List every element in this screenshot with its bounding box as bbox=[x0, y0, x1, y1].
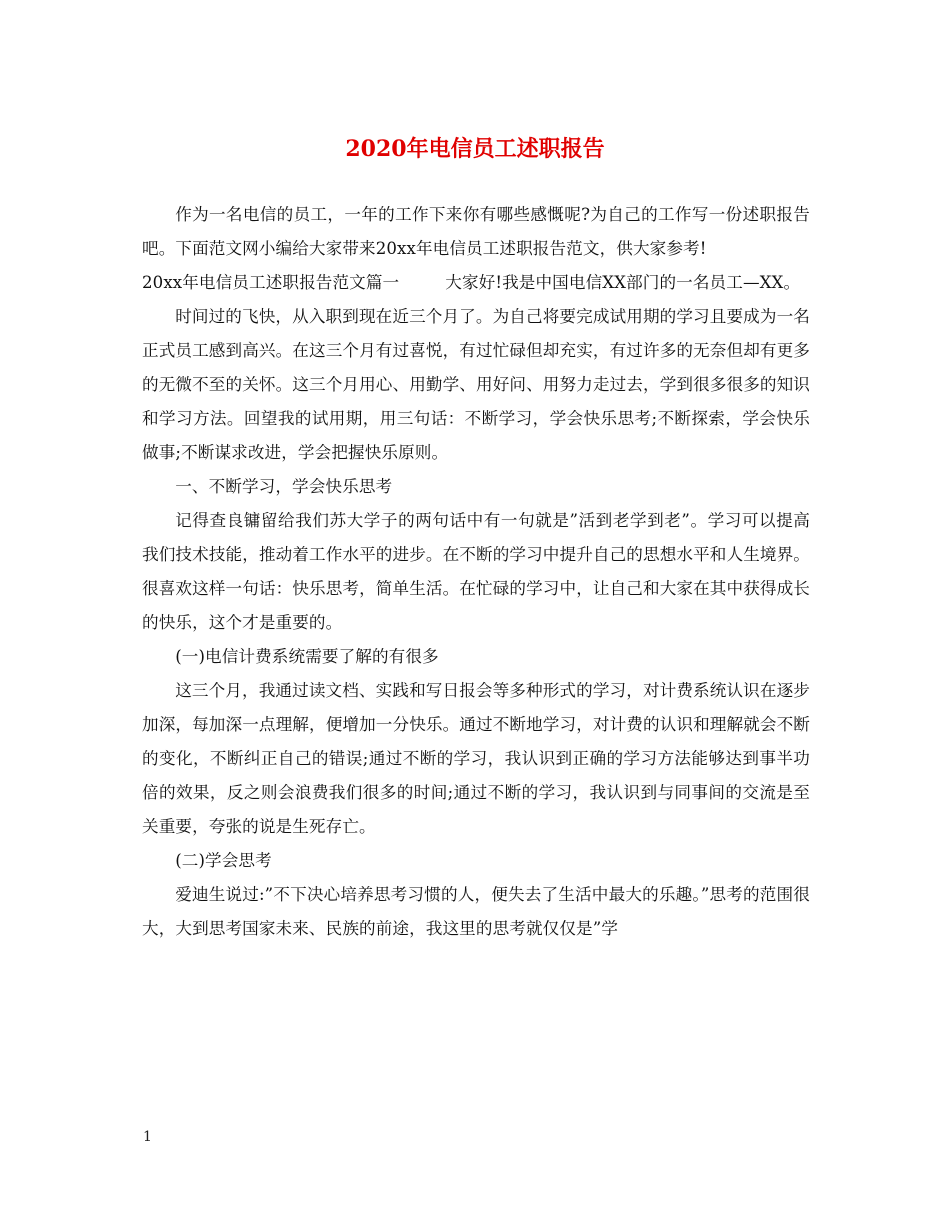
intro-paragraph: 作为一名电信的员工，一年的工作下来你有哪些感慨呢?为自己的工作写一份述职报告吧。下面范文网小编给大家带来20xx年电信员工述职报告范文，供大家参考! bbox=[142, 205, 810, 258]
document-body bbox=[142, 198, 810, 946]
article-heading: 20xx年电信员工述职报告范文篇一 bbox=[142, 273, 400, 292]
body-paragraph: 时间过的飞快，从入职到现在近三个月了。为自己将要完成试用期的学习且要成为一名正式员工感到高兴。在这三个月有过喜悦，有过忙碌但却充实，有过许多的无奈但却有更多的无微不至的关怀。这三个月用心、用勤学、用好问、用努力走过去，学到很多很多的知识和学习方法。回望我的试用期，用三句话：不断学习，学会快乐思考;不断探索，学会快乐做事;不断谋求改进，学会把握快乐原则。 bbox=[142, 307, 810, 462]
subsection-heading: (二)学会思考 bbox=[175, 851, 272, 870]
body-paragraph: 爱迪生说过:”不下决心培养思考习惯的人，便失去了生活中最大的乐趣。”思考的范围很大，大到思考国家未来、民族的前途，我这里的思考就仅仅是”学 bbox=[142, 885, 810, 938]
document-title: 2020年电信员工述职报告 bbox=[345, 136, 605, 162]
section-heading: 一、不断学习，学会快乐思考 bbox=[175, 477, 393, 496]
page-number: 1 bbox=[143, 1129, 152, 1145]
article-greeting: 大家好!我是中国电信XX部门的一名员工—XX。 bbox=[445, 273, 801, 292]
subsection-heading: (一)电信计费系统需要了解的有很多 bbox=[175, 647, 439, 666]
body-paragraph: 这三个月，我通过读文档、实践和写日报会等多种形式的学习，对计费系统认识在逐步加深，每加深一点理解，便增加一分快乐。通过不断地学习，对计费的认识和理解就会不断的变化，不断纠正自己的错误;通过不断的学习，我认识到正确的学习方法能够达到事半功倍的效果，反之则会浪费我们很多的时间;通过不断的学习，我认识到与同事间的交流是至关重要，夸张的说是生死存亡。 bbox=[142, 681, 810, 836]
article-heading-line bbox=[142, 266, 810, 300]
body-paragraph: 记得查良镛留给我们苏大学子的两句话中有一句就是”活到老学到老”。学习可以提高我们技术技能，推动着工作水平的进步。在不断的学习中提升自己的思想水平和人生境界。很喜欢这样一句话：快乐思考，简单生活。在忙碌的学习中，让自己和大家在其中获得成长的快乐，这个才是重要的。 bbox=[142, 511, 810, 632]
